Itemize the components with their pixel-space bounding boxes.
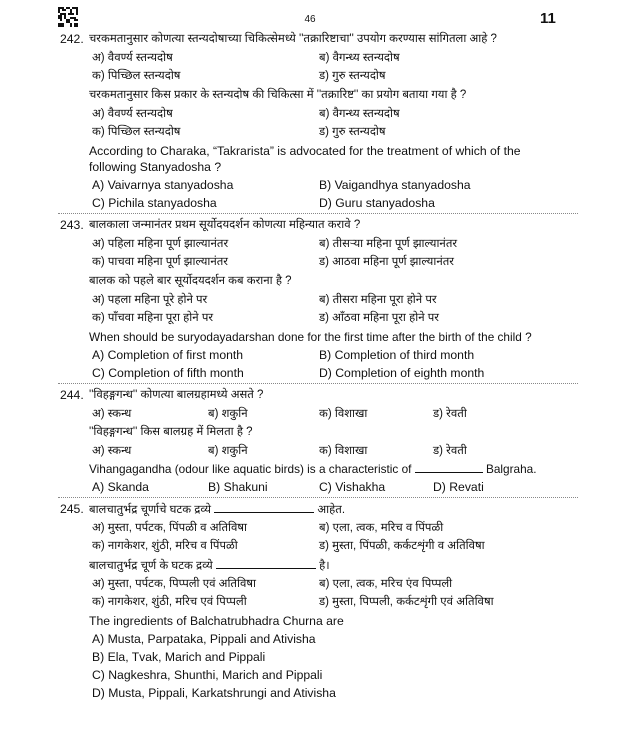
option-a-hindi: अ) पहला महिना पूरे होने पर [92,294,208,306]
option-a-english: A) Completion of first month [92,348,244,362]
option-d-hindi: ड) मुस्ता, पिप्पली, कर्कटशृंगी एवं अतिविषा [319,596,494,608]
question-number: 245. [60,502,84,516]
option-a-hindi: अ) वैवर्ण्य स्तन्यदोष [92,108,173,120]
divider [58,213,578,214]
option-b-hindi: ब) शकुनि [208,445,248,457]
question-number: 243. [60,218,84,232]
option-d-english: D) Musta, Pippali, Karkatshrungi and Ativisha [92,686,336,700]
option-d-marathi: ड) मुस्ता, पिंपळी, कर्कटशृंगी व अतिविषा [319,540,485,552]
page-number-right: 11 [540,10,556,27]
option-a-marathi: अ) पहिला महिना पूर्ण झाल्यानंतर [92,238,229,250]
option-b-english: B) Shakuni [208,480,268,494]
option-b-english: B) Vaigandhya stanyadosha [319,178,471,192]
question-stem-english: According to Charaka, “Takrarista” is advocated for the treatment of which of the [89,144,521,158]
question-number: 244. [60,388,84,402]
question-stem-english-start: Vihangagandha (odour like aquatic birds) is a characteristic of [89,462,412,476]
divider [58,383,578,384]
option-d-hindi: ड) आँठवा महिना पूरा होने पर [319,312,440,324]
option-a-marathi: अ) मुस्ता, पर्पटक, पिंपळी व अतिविषा [92,522,248,534]
question-stem-english [89,462,536,476]
question-stem-marathi-end: आहेत. [317,504,346,516]
option-c-hindi: क) पिच्छिल स्तन्यदोष [92,126,181,138]
option-d-marathi: ड) गुरु स्तन्यदोष [319,70,386,82]
question-stem-hindi [89,558,330,573]
option-b-hindi: ब) वैगन्ध्य स्तन्यदोष [319,108,400,120]
option-c-hindi: क) नागकेशर, शुंठी, मरिच एवं पिप्पली [92,596,247,608]
option-a-marathi: अ) स्कन्ध [92,408,132,420]
option-c-english: C) Completion of fifth month [92,366,244,380]
divider [58,497,578,498]
question-stem-marathi: बालकाला जन्मानंतर प्रथम सूर्योदयदर्शन कोणत्या महिन्यात करावे ? [89,219,361,231]
option-b-marathi: ब) तीसऱ्या महिना पूर्ण झाल्यानंतर [319,238,458,250]
option-c-hindi: क) पाँचवा महिना पूरा होने पर [92,312,214,324]
option-d-hindi: ड) गुरु स्तन्यदोष [319,126,386,138]
question-stem-marathi-start: बालचातुर्भद्र चूर्णाचे घटक द्रव्ये [89,504,211,516]
option-a-marathi: अ) वैवर्ण्य स्तन्यदोष [92,52,173,64]
answer-blank [415,462,483,473]
option-d-english: D) Revati [433,480,484,494]
question-stem-hindi: बालक को पहले बार सूर्योदयदर्शन कब कराना है ? [89,275,292,287]
option-c-marathi: क) नागकेशर, शुंठी, मरिच व पिंपळी [92,540,238,552]
option-c-english: C) Nagkeshra, Shunthi, Marich and Pippali [92,668,323,682]
option-b-hindi: ब) एला, त्वक, मरिच एंव पिप्पली [319,578,453,590]
option-d-marathi: ड) आठवा महिना पूर्ण झाल्यानंतर [319,256,454,268]
option-c-marathi: क) पाचवा महिना पूर्ण झाल्यानंतर [92,256,229,268]
option-c-english: C) Vishakha [319,480,386,494]
answer-blank [214,502,314,513]
option-d-english: D) Completion of eighth month [319,366,485,380]
question-stem-marathi: ''विहङ्गगन्ध'' कोणत्या बालग्रहामध्ये असते ? [89,389,264,401]
option-b-hindi: ब) तीसरा महिना पूरा होने पर [319,294,437,306]
option-b-marathi: ब) शकुनि [208,408,248,420]
option-a-english: A) Vaivarnya stanyadosha [92,178,234,192]
option-c-marathi: क) विशाखा [319,408,368,420]
answer-blank [216,558,316,569]
option-c-marathi: क) पिच्छिल स्तन्यदोष [92,70,181,82]
option-b-marathi: ब) वैगन्ध्य स्तन्यदोष [319,52,400,64]
question-stem-marathi [89,502,345,517]
option-d-hindi: ड) रेवती [433,445,467,457]
page-number-center: 46 [304,14,316,25]
question-stem-marathi: चरकमतानुसार कोणत्या स्तन्यदोषाच्या चिकित्सेमध्ये ''तक्रारिष्टाचा'' उपयोग करण्यास सांगितला आहे ? [89,33,497,45]
option-a-hindi: अ) मुस्ता, पर्पटक, पिप्पली एवं अतिविषा [92,578,256,590]
option-c-hindi: क) विशाखा [319,445,368,457]
question-stem-hindi-end: है। [319,560,330,572]
question-stem-hindi: ''विहङ्गगन्ध'' किस बालग्रह में मिलता है ? [89,426,253,438]
option-b-marathi: ब) एला, त्वक, मरिच व पिंपळी [319,522,444,534]
question-stem-english: The ingredients of Balchatrubhadra Churna are [89,614,344,628]
option-b-english: B) Completion of third month [319,348,475,362]
option-c-english: C) Pichila stanyadosha [92,196,217,210]
question-stem-english-cont: following Stanyadosha ? [89,160,222,174]
option-a-english: A) Skanda [92,480,149,494]
question-stem-hindi-start: बालचातुर्भद्र चूर्ण के घटक द्रव्ये [89,560,213,572]
option-d-english: D) Guru stanyadosha [319,196,435,210]
question-stem-english: When should be suryodayadarshan done for the first time after the birth of the child ? [89,330,532,344]
option-a-english: A) Musta, Parpataka, Pippali and Ativisha [92,632,316,646]
option-b-english: B) Ela, Tvak, Marich and Pippali [92,650,266,664]
question-number: 242. [60,32,84,46]
question-stem-hindi: चरकमतानुसार किस प्रकार के स्तन्यदोष की चिकित्सा में ''तक्रारिष्ट'' का प्रयोग बताया गया है ? [89,89,467,101]
option-d-marathi: ड) रेवती [433,408,467,420]
option-a-hindi: अ) स्कन्ध [92,445,132,457]
question-stem-english-end: Balgraha. [485,462,537,476]
